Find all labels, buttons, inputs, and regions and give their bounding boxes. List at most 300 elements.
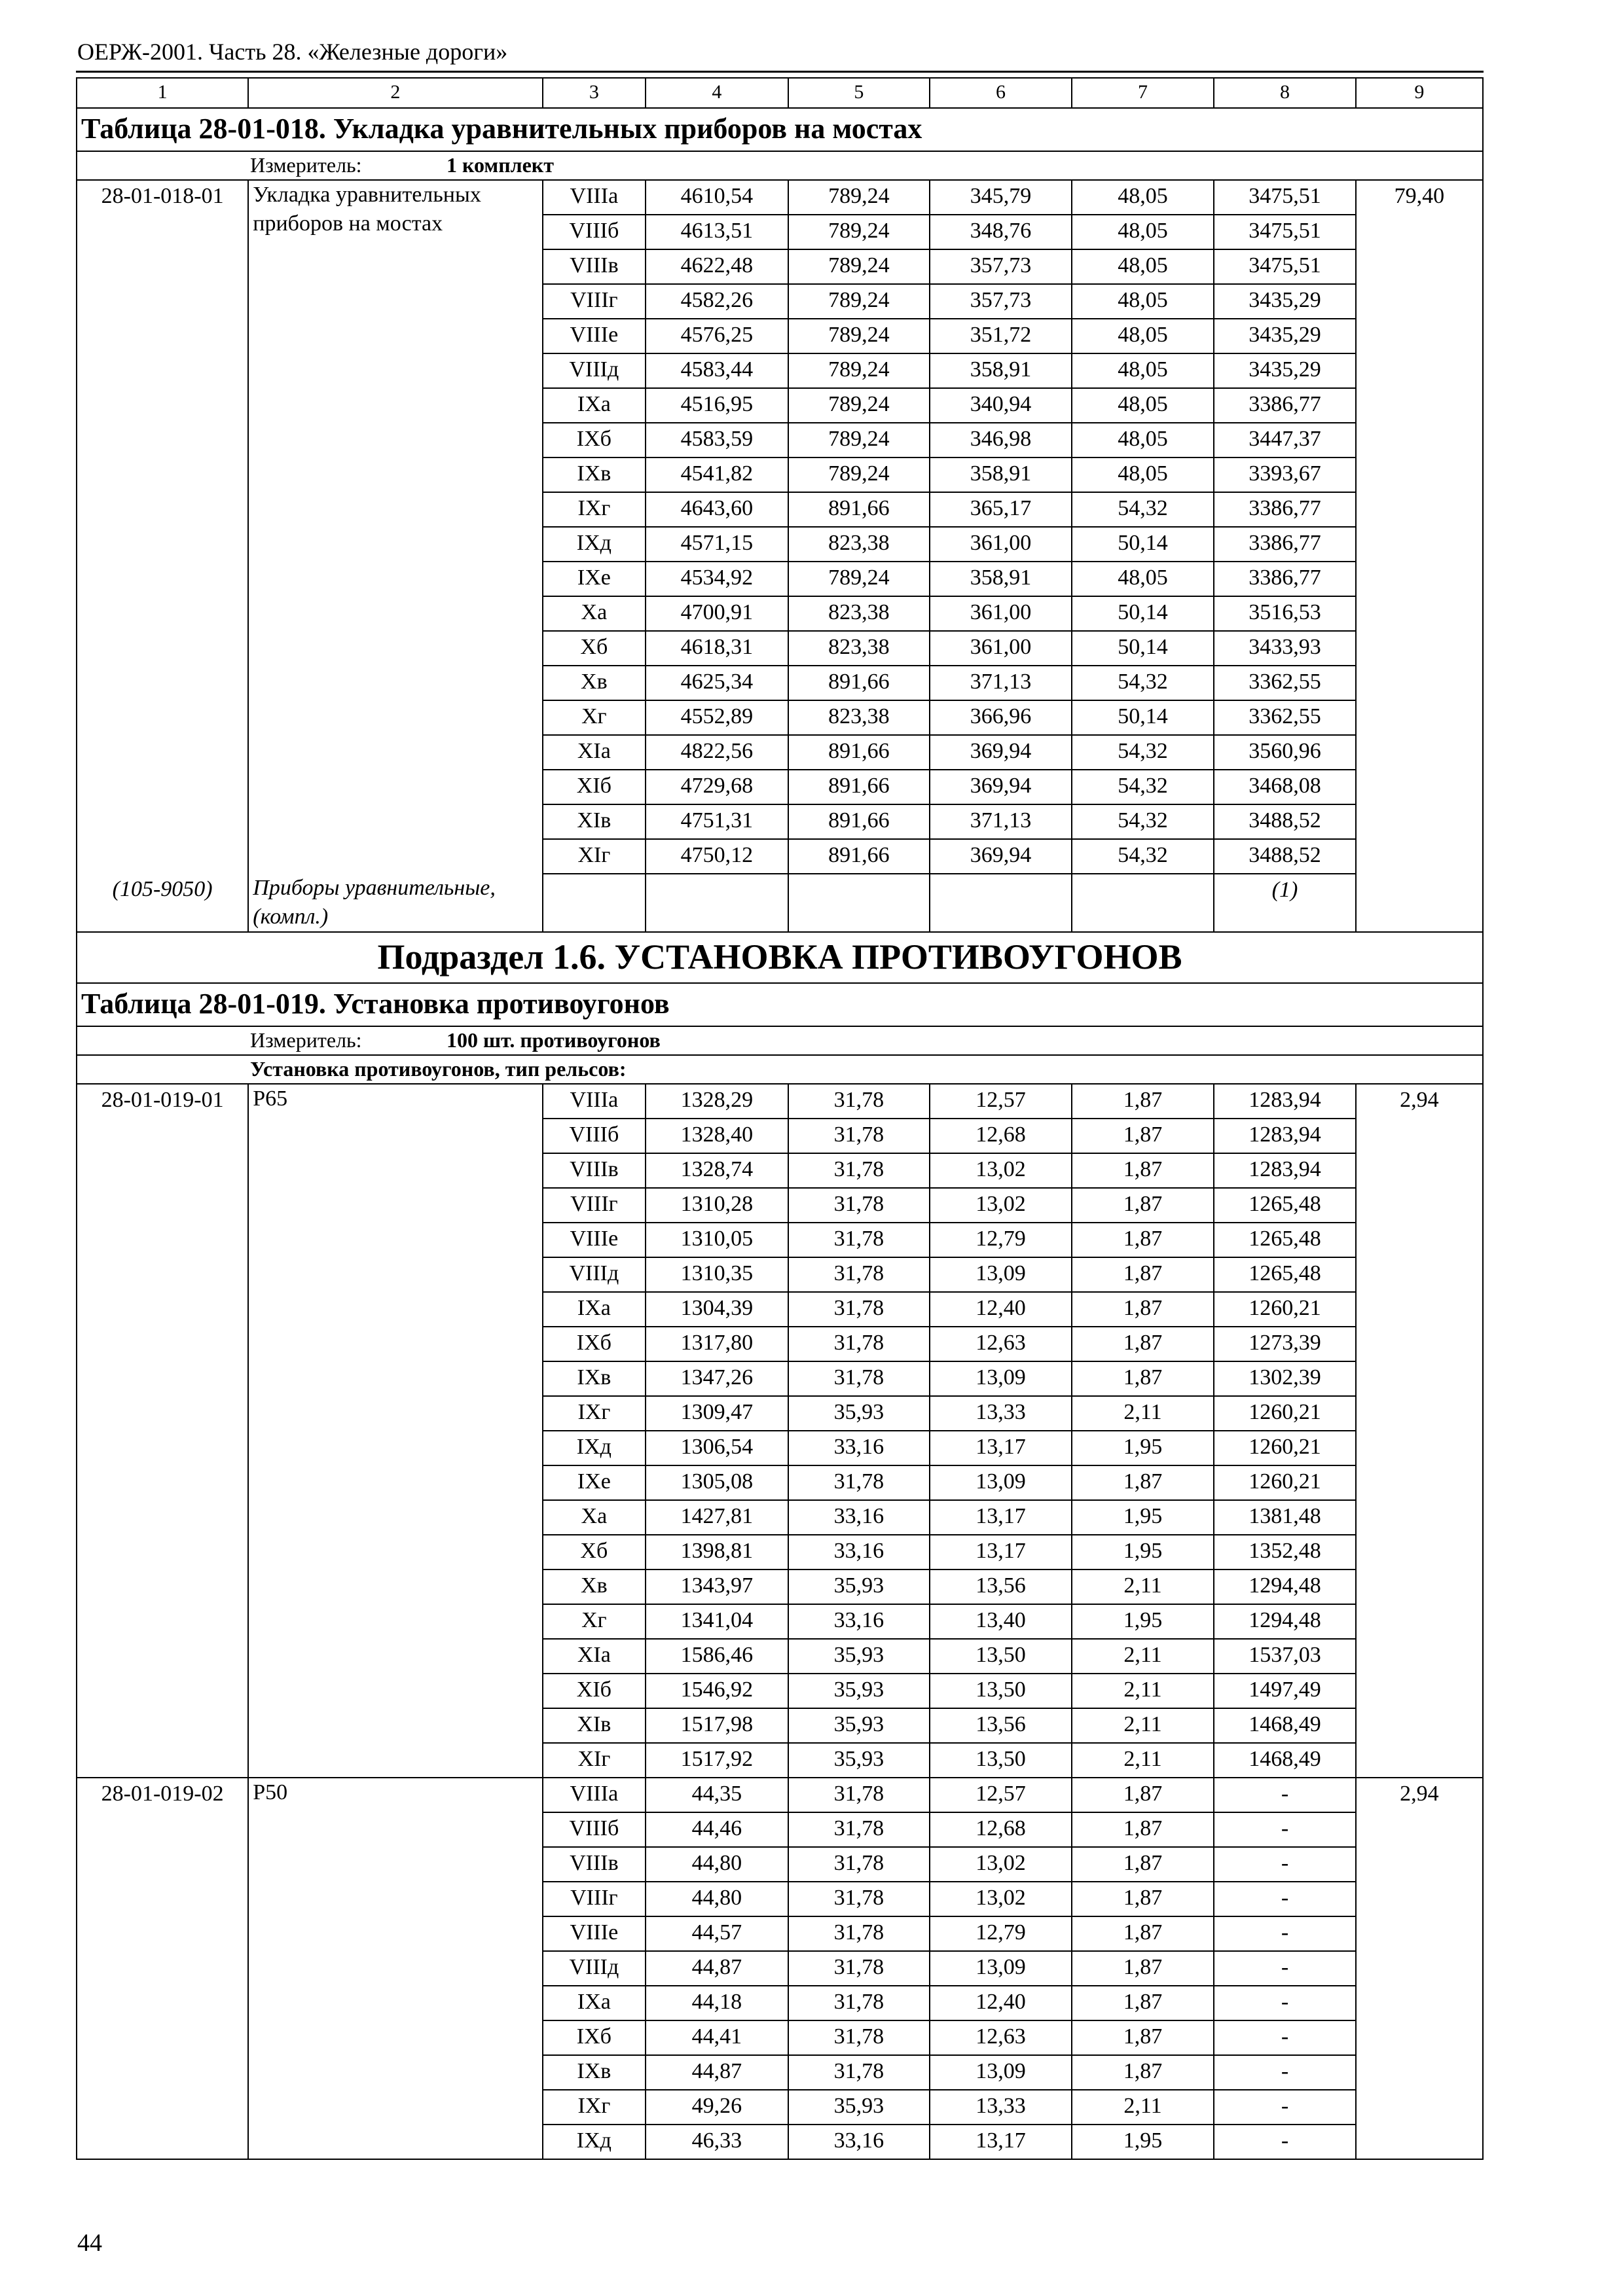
- rate-value: 3435,29: [1214, 284, 1356, 319]
- rate-value: 31,78: [788, 1882, 930, 1916]
- rate-value: Xг: [543, 1604, 646, 1639]
- rate-value: 44,80: [646, 1882, 788, 1916]
- empty-cell: [543, 874, 646, 932]
- rate-value: 823,38: [788, 700, 930, 735]
- rate-value: 35,93: [788, 2090, 930, 2125]
- rate-value: 13,40: [930, 1604, 1072, 1639]
- rate-value: 1,87: [1072, 2020, 1214, 2055]
- rate-value: 1,87: [1072, 1292, 1214, 1327]
- empty-cell: [930, 874, 1072, 932]
- rate-value: 1260,21: [1214, 1431, 1356, 1465]
- rate-value: 1283,94: [1214, 1084, 1356, 1119]
- rate-value: 789,24: [788, 180, 930, 215]
- rate-col9: 2,94: [1356, 1778, 1483, 2159]
- rate-value: 31,78: [788, 1951, 930, 1986]
- page-number: 44: [77, 2229, 102, 2257]
- table-title: Таблица 28-01-019. Установка противоугонов: [77, 983, 1483, 1026]
- rate-value: 823,38: [788, 631, 930, 666]
- rate-value: XIб: [543, 1674, 646, 1708]
- meter-value: 100 шт. противоугонов: [447, 1028, 661, 1052]
- rate-value: 1537,03: [1214, 1639, 1356, 1674]
- rate-value: 4582,26: [646, 284, 788, 319]
- rate-value: 3468,08: [1214, 770, 1356, 804]
- rate-value: 789,24: [788, 423, 930, 457]
- rate-value: -: [1214, 1812, 1356, 1847]
- meter-value: 1 комплект: [447, 153, 554, 177]
- rate-value: Xа: [543, 1500, 646, 1535]
- rate-value: -: [1214, 1916, 1356, 1951]
- rate-value: 789,24: [788, 562, 930, 596]
- rate-value: 3386,77: [1214, 388, 1356, 423]
- rate-value: 823,38: [788, 596, 930, 631]
- rate-value: 1468,49: [1214, 1708, 1356, 1743]
- rate-value: Xб: [543, 631, 646, 666]
- table-title-row: [77, 108, 1483, 151]
- rate-value: 1328,74: [646, 1153, 788, 1188]
- rate-value: 44,87: [646, 2055, 788, 2090]
- rate-value: 31,78: [788, 1327, 930, 1361]
- rate-value: 1,87: [1072, 1882, 1214, 1916]
- rate-value: 12,40: [930, 1986, 1072, 2020]
- rate-value: 44,80: [646, 1847, 788, 1882]
- header-rule: [76, 71, 1484, 73]
- rate-value: 1310,28: [646, 1188, 788, 1223]
- rate-value: 13,17: [930, 1431, 1072, 1465]
- group-label-row: [77, 1055, 1483, 1084]
- table-title-row: [77, 983, 1483, 1026]
- rate-value: IXа: [543, 388, 646, 423]
- material-name: Приборы уравнительные, (компл.): [248, 874, 542, 932]
- material-row: [77, 874, 1483, 932]
- rate-value: 361,00: [930, 596, 1072, 631]
- rate-value: 1,87: [1072, 1188, 1214, 1223]
- rate-value: 46,33: [646, 2125, 788, 2159]
- rate-value: 4613,51: [646, 215, 788, 249]
- rate-value: 1,95: [1072, 1431, 1214, 1465]
- material-code: (105-9050): [77, 874, 248, 932]
- rate-value: 823,38: [788, 527, 930, 562]
- rate-value: 1343,97: [646, 1570, 788, 1604]
- rate-value: 3488,52: [1214, 804, 1356, 839]
- rate-value: IXд: [543, 1431, 646, 1465]
- rate-value: 48,05: [1072, 319, 1214, 353]
- rate-value: VIIIб: [543, 215, 646, 249]
- rate-value: 4552,89: [646, 700, 788, 735]
- rate-value: 891,66: [788, 770, 930, 804]
- group-label: Установка противоугонов, тип рельсов:: [77, 1055, 1483, 1084]
- rate-value: 44,35: [646, 1778, 788, 1812]
- rate-value: 54,32: [1072, 770, 1214, 804]
- rate-value: 12,57: [930, 1778, 1072, 1812]
- rate-value: Xв: [543, 666, 646, 700]
- rate-value: 31,78: [788, 1812, 930, 1847]
- rate-value: 31,78: [788, 1986, 930, 2020]
- meter-cell: [77, 151, 1483, 180]
- rate-value: 2,11: [1072, 1396, 1214, 1431]
- rate-value: 4583,44: [646, 353, 788, 388]
- rate-value: 31,78: [788, 1257, 930, 1292]
- rate-value: 1283,94: [1214, 1119, 1356, 1153]
- rate-value: 13,02: [930, 1153, 1072, 1188]
- rate-value: 4751,31: [646, 804, 788, 839]
- rate-value: 365,17: [930, 492, 1072, 527]
- rate-value: 1,87: [1072, 1847, 1214, 1882]
- rate-value: -: [1214, 1778, 1356, 1812]
- material-qty: (1): [1214, 874, 1356, 932]
- rate-value: 44,46: [646, 1812, 788, 1847]
- rate-value: 13,17: [930, 1535, 1072, 1570]
- rate-value: IXд: [543, 2125, 646, 2159]
- rate-value: 3475,51: [1214, 215, 1356, 249]
- rate-value: IXб: [543, 423, 646, 457]
- rate-value: 3447,37: [1214, 423, 1356, 457]
- rate-value: IXа: [543, 1986, 646, 2020]
- rate-value: 1294,48: [1214, 1604, 1356, 1639]
- rate-value: 1546,92: [646, 1674, 788, 1708]
- rate-value: IXд: [543, 527, 646, 562]
- rate-value: VIIIв: [543, 1153, 646, 1188]
- rate-value: 49,26: [646, 2090, 788, 2125]
- rate-value: 1305,08: [646, 1465, 788, 1500]
- empty-cell: [646, 874, 788, 932]
- rate-value: 345,79: [930, 180, 1072, 215]
- rate-value: 1,87: [1072, 1951, 1214, 1986]
- rate-value: 4576,25: [646, 319, 788, 353]
- rate-value: 358,91: [930, 457, 1072, 492]
- rate-value: XIа: [543, 1639, 646, 1674]
- rate-value: 50,14: [1072, 631, 1214, 666]
- rate-value: 13,02: [930, 1188, 1072, 1223]
- rate-value: 12,63: [930, 1327, 1072, 1361]
- empty-cell: [788, 874, 930, 932]
- rate-value: 789,24: [788, 319, 930, 353]
- rate-value: -: [1214, 1986, 1356, 2020]
- rate-value: IXг: [543, 1396, 646, 1431]
- rate-value: 1,87: [1072, 1361, 1214, 1396]
- rate-value: 1,95: [1072, 2125, 1214, 2159]
- rate-value: 12,79: [930, 1223, 1072, 1257]
- rate-value: 1283,94: [1214, 1153, 1356, 1188]
- rate-value: 3435,29: [1214, 353, 1356, 388]
- rate-value: 31,78: [788, 1292, 930, 1327]
- rate-value: 3393,67: [1214, 457, 1356, 492]
- rates-table: [76, 77, 1484, 2160]
- rate-value: XIв: [543, 1708, 646, 1743]
- rate-value: VIIIд: [543, 1257, 646, 1292]
- rate-value: 4822,56: [646, 735, 788, 770]
- column-number: 7: [1072, 78, 1214, 108]
- rate-value: 1,87: [1072, 1084, 1214, 1119]
- rate-value: 891,66: [788, 839, 930, 874]
- rate-value: -: [1214, 2090, 1356, 2125]
- rate-value: -: [1214, 2055, 1356, 2090]
- rate-value: 369,94: [930, 735, 1072, 770]
- rate-value: 2,11: [1072, 1570, 1214, 1604]
- rate-value: XIг: [543, 839, 646, 874]
- rate-value: IXе: [543, 562, 646, 596]
- rate-value: 4750,12: [646, 839, 788, 874]
- rate-value: 789,24: [788, 215, 930, 249]
- rate-value: 35,93: [788, 1639, 930, 1674]
- rate-value: 48,05: [1072, 353, 1214, 388]
- meter-label: Измеритель:: [250, 1028, 362, 1052]
- subsection-row: [77, 932, 1483, 983]
- rate-value: 371,13: [930, 666, 1072, 700]
- rate-value: VIIIг: [543, 1188, 646, 1223]
- rate-value: 369,94: [930, 770, 1072, 804]
- rate-value: 3386,77: [1214, 562, 1356, 596]
- rate-value: XIг: [543, 1743, 646, 1778]
- rate-value: IXг: [543, 492, 646, 527]
- rate-value: 31,78: [788, 1361, 930, 1396]
- rate-value: 13,56: [930, 1708, 1072, 1743]
- rate-value: 13,02: [930, 1882, 1072, 1916]
- empty-cell: [1072, 874, 1214, 932]
- rate-value: 50,14: [1072, 700, 1214, 735]
- rate-value: 31,78: [788, 2020, 930, 2055]
- rate-value: VIIIб: [543, 1119, 646, 1153]
- rate-value: 789,24: [788, 284, 930, 319]
- column-number: 9: [1356, 78, 1483, 108]
- rate-value: 44,41: [646, 2020, 788, 2055]
- rate-value: 33,16: [788, 1535, 930, 1570]
- rate-value: 13,33: [930, 2090, 1072, 2125]
- rate-value: XIа: [543, 735, 646, 770]
- rate-col9: 2,94: [1356, 1084, 1483, 1778]
- rate-value: 3435,29: [1214, 319, 1356, 353]
- rate-value: VIIIд: [543, 353, 646, 388]
- rate-value: 1273,39: [1214, 1327, 1356, 1361]
- rate-value: 13,33: [930, 1396, 1072, 1431]
- rate-value: 1,87: [1072, 1916, 1214, 1951]
- rate-value: 891,66: [788, 735, 930, 770]
- rate-value: 1,87: [1072, 1153, 1214, 1188]
- rate-value: 54,32: [1072, 492, 1214, 527]
- rate-value: 1341,04: [646, 1604, 788, 1639]
- rate-value: Xг: [543, 700, 646, 735]
- rate-value: IXв: [543, 2055, 646, 2090]
- rate-value: 35,93: [788, 1570, 930, 1604]
- rate-value: 4610,54: [646, 180, 788, 215]
- rate-value: 1347,26: [646, 1361, 788, 1396]
- rate-value: IXв: [543, 1361, 646, 1396]
- rates-table-body: [77, 78, 1483, 2159]
- rate-value: 35,93: [788, 1674, 930, 1708]
- rate-value: 1,87: [1072, 1778, 1214, 1812]
- rate-value: 4571,15: [646, 527, 788, 562]
- rate-value: VIIIе: [543, 319, 646, 353]
- rate-value: 1,95: [1072, 1500, 1214, 1535]
- rate-value: 361,00: [930, 527, 1072, 562]
- rate-value: 13,02: [930, 1847, 1072, 1882]
- rate-value: 3433,93: [1214, 631, 1356, 666]
- rate-value: -: [1214, 2125, 1356, 2159]
- rate-value: 3362,55: [1214, 700, 1356, 735]
- rate-value: -: [1214, 1847, 1356, 1882]
- rate-value: 4618,31: [646, 631, 788, 666]
- rate-value: 12,68: [930, 1119, 1072, 1153]
- rate-value: 2,11: [1072, 1674, 1214, 1708]
- rate-value: 31,78: [788, 1465, 930, 1500]
- rate-value: 1265,48: [1214, 1188, 1356, 1223]
- rate-value: 31,78: [788, 1188, 930, 1223]
- rate-value: VIIIг: [543, 1882, 646, 1916]
- rate-value: VIIIб: [543, 1812, 646, 1847]
- rate-value: 789,24: [788, 457, 930, 492]
- rate-value: 4541,82: [646, 457, 788, 492]
- rate-value: 891,66: [788, 804, 930, 839]
- rate-code: 28-01-019-02: [77, 1778, 248, 2159]
- rate-value: IXб: [543, 1327, 646, 1361]
- subsection-title: Подраздел 1.6. УСТАНОВКА ПРОТИВОУГОНОВ: [77, 932, 1483, 983]
- rate-value: 35,93: [788, 1396, 930, 1431]
- rate-value: 50,14: [1072, 596, 1214, 631]
- rate-value: 891,66: [788, 492, 930, 527]
- rate-value: 1309,47: [646, 1396, 788, 1431]
- rate-value: 31,78: [788, 1119, 930, 1153]
- rate-value: 54,32: [1072, 839, 1214, 874]
- rate-value: XIв: [543, 804, 646, 839]
- rate-value: 2,11: [1072, 2090, 1214, 2125]
- column-number: 6: [930, 78, 1072, 108]
- rate-value: 13,17: [930, 2125, 1072, 2159]
- rate-value: IXе: [543, 1465, 646, 1500]
- rate-value: 3362,55: [1214, 666, 1356, 700]
- rate-value: 346,98: [930, 423, 1072, 457]
- rate-value: 31,78: [788, 1084, 930, 1119]
- rate-value: 4643,60: [646, 492, 788, 527]
- rate-value: 1302,39: [1214, 1361, 1356, 1396]
- rate-value: 3386,77: [1214, 527, 1356, 562]
- rate-value: 4625,34: [646, 666, 788, 700]
- rate-value: 891,66: [788, 666, 930, 700]
- rate-value: 1,87: [1072, 2055, 1214, 2090]
- rate-value: 1306,54: [646, 1431, 788, 1465]
- rate-value: 1304,39: [646, 1292, 788, 1327]
- table-row: [77, 1084, 1483, 1119]
- rate-code: 28-01-019-01: [77, 1084, 248, 1778]
- rate-value: 1586,46: [646, 1639, 788, 1674]
- rate-value: 369,94: [930, 839, 1072, 874]
- rate-value: 12,57: [930, 1084, 1072, 1119]
- table-title: Таблица 28-01-018. Укладка уравнительных приборов на мостах: [77, 108, 1483, 151]
- rate-value: VIIIв: [543, 249, 646, 284]
- rate-value: 3516,53: [1214, 596, 1356, 631]
- rate-value: 1427,81: [646, 1500, 788, 1535]
- rate-value: 4622,48: [646, 249, 788, 284]
- column-number: 3: [543, 78, 646, 108]
- rate-value: 1310,35: [646, 1257, 788, 1292]
- column-number: 8: [1214, 78, 1356, 108]
- rate-value: 44,18: [646, 1986, 788, 2020]
- rate-value: 1468,49: [1214, 1743, 1356, 1778]
- rate-value: 13,09: [930, 1361, 1072, 1396]
- rate-name: Укладка уравнительных приборов на мостах: [248, 180, 542, 874]
- rate-value: 3386,77: [1214, 492, 1356, 527]
- rate-value: 54,32: [1072, 666, 1214, 700]
- rate-name: Р50: [248, 1778, 542, 2159]
- meter-row: [77, 1026, 1483, 1055]
- rate-value: 1,87: [1072, 1465, 1214, 1500]
- rate-value: 1294,48: [1214, 1570, 1356, 1604]
- rate-value: 4583,59: [646, 423, 788, 457]
- column-number: 5: [788, 78, 930, 108]
- rate-value: -: [1214, 1951, 1356, 1986]
- rate-col9: 79,40: [1356, 180, 1483, 932]
- rate-value: 12,79: [930, 1916, 1072, 1951]
- table-row: [77, 1778, 1483, 1812]
- rate-value: 1265,48: [1214, 1257, 1356, 1292]
- rate-value: 357,73: [930, 249, 1072, 284]
- rate-value: 13,09: [930, 1465, 1072, 1500]
- rate-value: 1310,05: [646, 1223, 788, 1257]
- rate-value: 48,05: [1072, 180, 1214, 215]
- rate-value: -: [1214, 1882, 1356, 1916]
- rate-value: 1517,98: [646, 1708, 788, 1743]
- rate-value: Xа: [543, 596, 646, 631]
- rate-value: 31,78: [788, 1778, 930, 1812]
- rate-value: IXв: [543, 457, 646, 492]
- rate-value: 4729,68: [646, 770, 788, 804]
- rate-value: 1497,49: [1214, 1674, 1356, 1708]
- rate-value: Xб: [543, 1535, 646, 1570]
- rate-value: 33,16: [788, 1500, 930, 1535]
- rate-value: 33,16: [788, 2125, 930, 2159]
- rate-name: Р65: [248, 1084, 542, 1778]
- rate-value: 35,93: [788, 1708, 930, 1743]
- rate-value: 31,78: [788, 1916, 930, 1951]
- rate-value: 13,50: [930, 1743, 1072, 1778]
- rate-value: 31,78: [788, 2055, 930, 2090]
- rate-value: 1328,40: [646, 1119, 788, 1153]
- rate-value: 48,05: [1072, 423, 1214, 457]
- rate-value: 54,32: [1072, 735, 1214, 770]
- rate-value: 4534,92: [646, 562, 788, 596]
- rate-value: Xв: [543, 1570, 646, 1604]
- rate-value: 31,78: [788, 1153, 930, 1188]
- rate-value: 12,68: [930, 1812, 1072, 1847]
- meter-row: [77, 151, 1483, 180]
- rate-value: 1,87: [1072, 1327, 1214, 1361]
- rate-value: 3560,96: [1214, 735, 1356, 770]
- rate-value: 340,94: [930, 388, 1072, 423]
- rate-value: 2,11: [1072, 1743, 1214, 1778]
- rate-value: 1328,29: [646, 1084, 788, 1119]
- rate-value: 48,05: [1072, 215, 1214, 249]
- rate-value: 12,40: [930, 1292, 1072, 1327]
- rate-value: VIIIа: [543, 1778, 646, 1812]
- rate-value: 371,13: [930, 804, 1072, 839]
- rate-value: 1265,48: [1214, 1223, 1356, 1257]
- rate-value: 48,05: [1072, 284, 1214, 319]
- rate-value: 3475,51: [1214, 180, 1356, 215]
- rate-value: 48,05: [1072, 249, 1214, 284]
- rate-value: 13,56: [930, 1570, 1072, 1604]
- rate-value: 13,09: [930, 1257, 1072, 1292]
- rate-value: VIIIд: [543, 1951, 646, 1986]
- rate-value: 48,05: [1072, 457, 1214, 492]
- rate-value: XIб: [543, 770, 646, 804]
- rate-value: VIIIа: [543, 180, 646, 215]
- rate-value: 50,14: [1072, 527, 1214, 562]
- rate-value: 1,87: [1072, 1812, 1214, 1847]
- rate-value: IXг: [543, 2090, 646, 2125]
- rate-value: 4700,91: [646, 596, 788, 631]
- rate-value: 13,50: [930, 1639, 1072, 1674]
- rate-value: 3488,52: [1214, 839, 1356, 874]
- rate-value: 13,50: [930, 1674, 1072, 1708]
- rate-value: 789,24: [788, 388, 930, 423]
